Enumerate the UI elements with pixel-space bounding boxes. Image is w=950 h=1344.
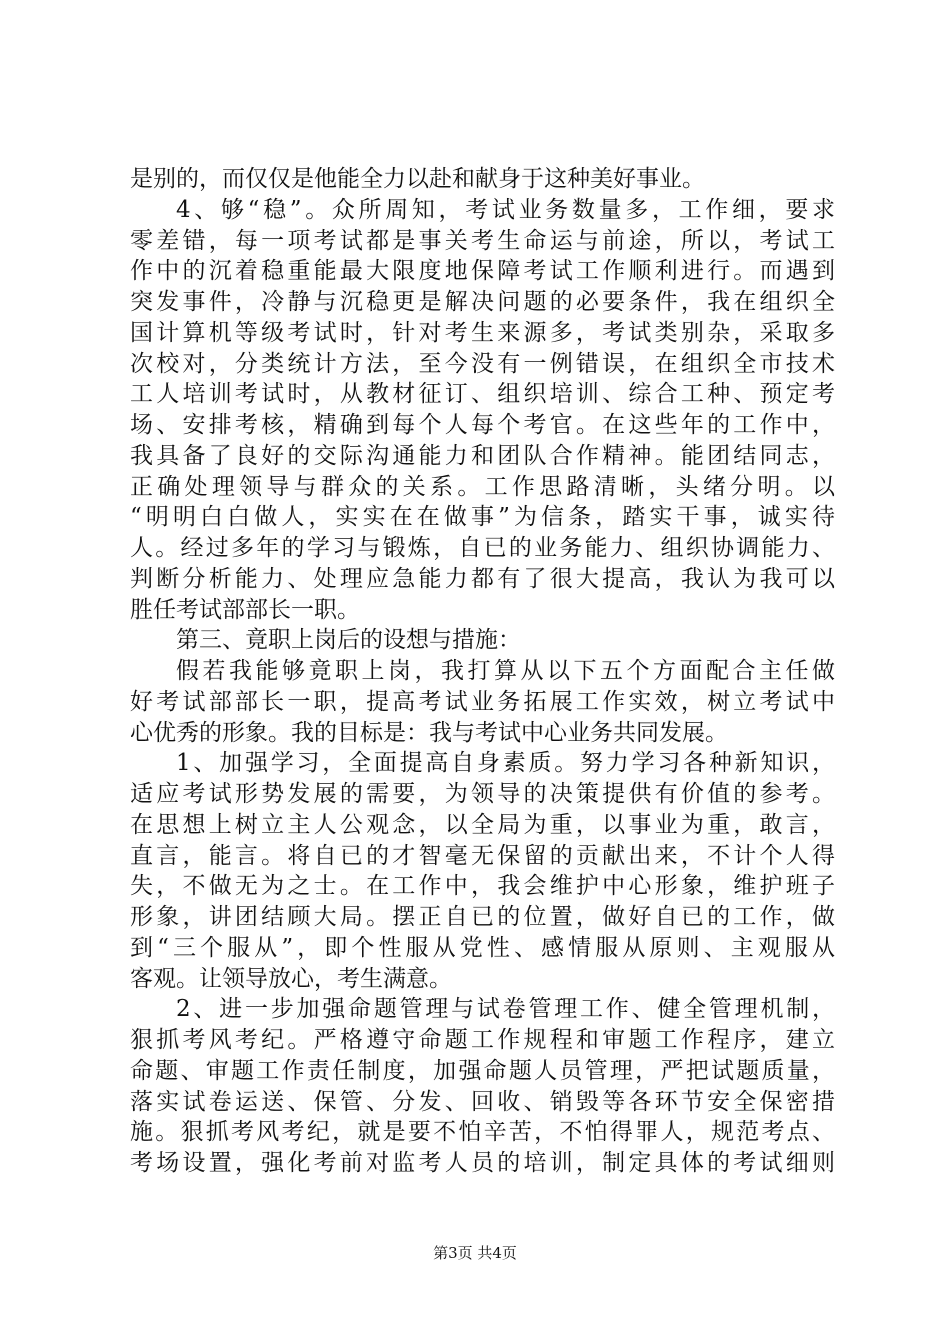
text-line: 2、进一步加强命题管理与试卷管理工作、健全管理机制， — [176, 996, 835, 1023]
text-line: 狠抓考风考纪。严格遵守命题工作规程和审题工作程序，建立 — [130, 1027, 835, 1053]
text-line: 假若我能够竟职上岗，我打算从以下五个方面配合主任做 — [176, 658, 835, 684]
text-line: 胜任考试部部长一职。 — [130, 596, 360, 623]
text-line: 1、加强学习，全面提高自身素质。努力学习各种新知识， — [176, 750, 835, 777]
text-line: 第三、竟职上岗后的设想与措施： — [176, 627, 521, 654]
text-line: 落实试卷运送、保管、分发、回收、销毁等各环节安全保密措 — [130, 1088, 835, 1115]
text-line: 4、够“稳”。众所周知，考试业务数量多，工作细，要求 — [176, 196, 835, 223]
text-line: 好考试部部长一职，提高考试业务拓展工作实效，树立考试中 — [130, 688, 835, 715]
text-line: 施。狠抓考风考纪，就是要不怕辛苦，不怕得罪人，规范考点、 — [130, 1119, 835, 1146]
text-line: 在思想上树立主人公观念，以全局为重，以事业为重，敢言， — [130, 811, 835, 838]
text-line: 考场设置，强化考前对监考人员的培训，制定具体的考试细则 — [130, 1150, 835, 1176]
text-line: 判断分析能力、处理应急能力都有了很大提高，我认为我可以 — [130, 565, 835, 592]
text-line: 失，不做无为之士。在工作中，我会维护中心形象，维护班子 — [130, 873, 835, 900]
text-line: 国计算机等级考试时，针对考生来源多，考试类别杂，采取多 — [130, 319, 835, 346]
text-line: 心优秀的形象。我的目标是：我与考试中心业务共同发展。 — [130, 719, 728, 746]
text-line: 我具备了良好的交际沟通能力和团队合作精神。能团结同志， — [130, 442, 835, 469]
text-line: “明明白白做人，实实在在做事”为信条，踏实干事，诚实待 — [130, 504, 835, 531]
text-line: 是别的，而仅仅是他能全力以赴和献身于这种美好事业。 — [130, 166, 705, 192]
text-line: 人。经过多年的学习与锻炼，自已的业务能力、组织协调能力、 — [130, 535, 835, 561]
text-line: 作中的沉着稳重能最大限度地保障考试工作顺利进行。而遇到 — [130, 258, 835, 285]
text-line: 工人培训考试时，从教材征订、组织培训、综合工种、预定考 — [130, 381, 835, 408]
text-line: 零差错，每一项考试都是事关考生命运与前途，所以，考试工 — [130, 227, 835, 254]
page-footer: 第3页 共4页 — [433, 1244, 517, 1262]
text-line: 客观。让领导放心，考生满意。 — [130, 965, 452, 992]
text-line: 到“三个服从”，即个性服从党性、感情服从原则、主观服从 — [130, 934, 835, 961]
document-body — [130, 164, 835, 1179]
text-line: 直言，能言。将自已的才智毫无保留的贡献出来，不计个人得 — [130, 842, 835, 869]
text-line: 适应考试形势发展的需要，为领导的决策提供有价值的参考。 — [130, 781, 835, 807]
text-line: 命题、审题工作责任制度，加强命题人员管理，严把试题质量， — [130, 1057, 835, 1084]
text-line: 形象，讲团结顾大局。摆正自已的位置，做好自已的工作，做 — [130, 904, 835, 930]
text-line: 突发事件，冷静与沉稳更是解决问题的必要条件，我在组织全 — [130, 289, 835, 315]
text-line: 场、安排考核，精确到每个人每个考官。在这些年的工作中， — [130, 412, 835, 438]
text-line: 正确处理领导与群众的关系。工作思路清晰，头绪分明。以 — [130, 473, 835, 500]
text-line: 次校对，分类统计方法，至今没有一例错误，在组织全市技术 — [130, 350, 835, 377]
